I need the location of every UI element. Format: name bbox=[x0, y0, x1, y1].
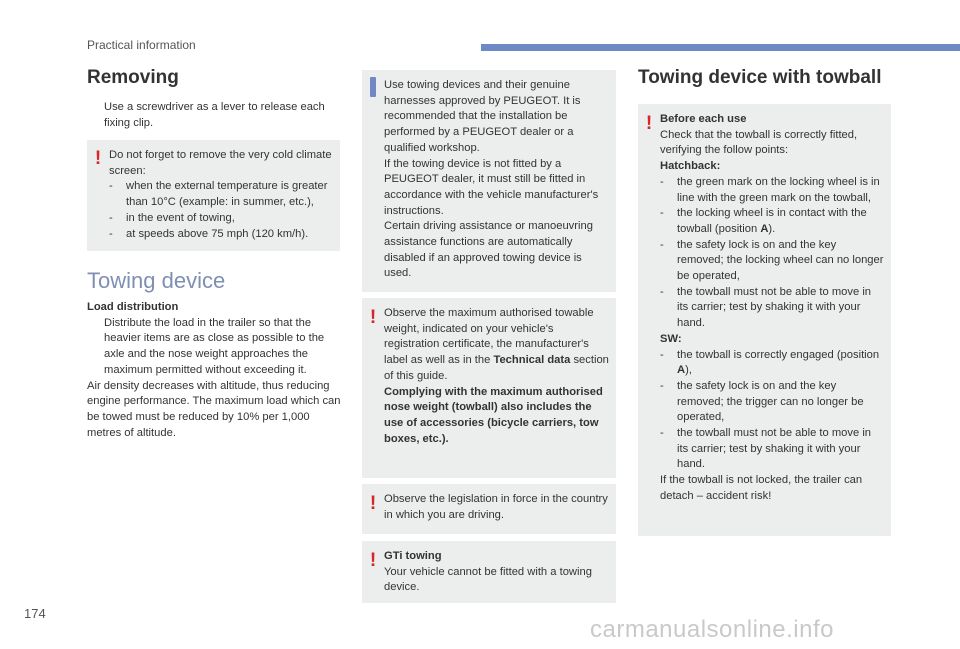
towball-warning-box bbox=[638, 104, 891, 536]
watermark: carmanualsonline.info bbox=[590, 616, 834, 643]
gti-warning-box bbox=[362, 541, 616, 603]
before-use-heading: Before each use bbox=[660, 113, 747, 125]
info-marker bbox=[370, 77, 376, 97]
legislation-text: Observe the legislation in force in the country in which you are driving. bbox=[384, 493, 608, 521]
warning-intro: Do not forget to remove the very cold climate screen: bbox=[109, 149, 332, 177]
towball-intro: Check that the towball is correctly fitted, verifying the follow points: bbox=[660, 128, 858, 157]
load-step-text: Distribute the load in the trailer so that the heavier items are as close as possible to the axle and the nose weight approaches the maximum permitted without exceeding it. bbox=[104, 316, 325, 376]
towball-closing: If the towball is not locked, the trailer can detach – accident risk! bbox=[660, 474, 863, 502]
removing-step-text: Use a screwdriver as a lever to release each fixing clip. bbox=[104, 101, 325, 129]
legislation-warning-box bbox=[362, 484, 616, 534]
warning-item: - in the event of towing, bbox=[109, 211, 235, 224]
gti-heading: GTi towing bbox=[384, 550, 442, 562]
warning-icon: ! bbox=[94, 148, 102, 169]
sw-item: - the towball is correctly engaged (position A), bbox=[660, 348, 880, 377]
removing-step bbox=[87, 100, 343, 131]
warning-item: - when the external temperature is greater than 10°C (example: in summer, etc.), bbox=[109, 180, 328, 209]
warning-icon: ! bbox=[369, 493, 377, 514]
sw-item: - the towball must not be able to move in its carrier; test by shaking it with your hand. bbox=[660, 427, 872, 471]
page-number: 174 bbox=[24, 606, 46, 621]
warning-text: Observe the maximum authorised towable weight, indicated on your vehicle's registration certificate, the manufacturer's label as well as in the Technical data section of this guide. bbox=[384, 307, 609, 382]
gti-text: Your vehicle cannot be fitted with a towing device. bbox=[384, 565, 592, 594]
removing-heading: Removing bbox=[87, 67, 179, 88]
hatchback-item: - the towball must not be able to move in its carrier; test by shaking it with your hand. bbox=[660, 285, 872, 330]
info-paragraph: Use towing devices and their genuine harnesses approved by PEUGEOT. It is recommended that the installation be performed by a PEUGEOT dealer or a qualified workshop. bbox=[384, 79, 581, 154]
warning-icon: ! bbox=[369, 550, 377, 571]
warning-icon: ! bbox=[369, 307, 377, 328]
hatchback-label: Hatchback: bbox=[660, 160, 721, 173]
towable-weight-warning-box bbox=[362, 298, 616, 478]
load-distribution-heading: Load distribution bbox=[87, 301, 179, 313]
approved-devices-info-box bbox=[362, 70, 616, 292]
towball-heading: Towing device with towball bbox=[638, 67, 882, 88]
warning-item: - at speeds above 75 mph (120 km/h). bbox=[109, 227, 309, 240]
warning-icon: ! bbox=[645, 113, 653, 134]
sw-label: SW: bbox=[660, 332, 682, 345]
info-paragraph: If the towing device is not fitted by a PEUGEOT dealer, it must still be fitted in accordance with the vehicle manufacturer's instructions. bbox=[384, 157, 599, 217]
towing-device-heading: Towing device bbox=[87, 268, 226, 293]
info-paragraph: Certain driving assistance or manoeuvring assistance functions are automatically disabled if an approved towing device is used. bbox=[384, 220, 593, 280]
section-header-bar bbox=[481, 44, 960, 51]
hatchback-item: - the green mark on the locking wheel is in line with the green mark on the towball, bbox=[660, 175, 880, 204]
nose-weight-note: Complying with the maximum authorised nose weight (towball) also includes the use of accessories (bicycle carriers, tow boxes, etc.). bbox=[384, 385, 603, 445]
towing-device-body bbox=[87, 300, 343, 441]
hatchback-item: - the locking wheel is in contact with the towball (position A). bbox=[660, 207, 867, 235]
removing-warning-box bbox=[87, 140, 340, 251]
section-title: Practical information bbox=[87, 38, 196, 52]
sw-item: - the safety lock is on and the key removed; the trigger can no longer be operated, bbox=[660, 379, 864, 424]
hatchback-item: - the safety lock is on and the key removed; the locking wheel can no longer be operated, bbox=[660, 238, 884, 283]
altitude-paragraph: Air density decreases with altitude, thus reducing engine performance. The maximum load which can be towed must be reduced by 10% per 1,000 metres of altitude. bbox=[87, 379, 341, 439]
